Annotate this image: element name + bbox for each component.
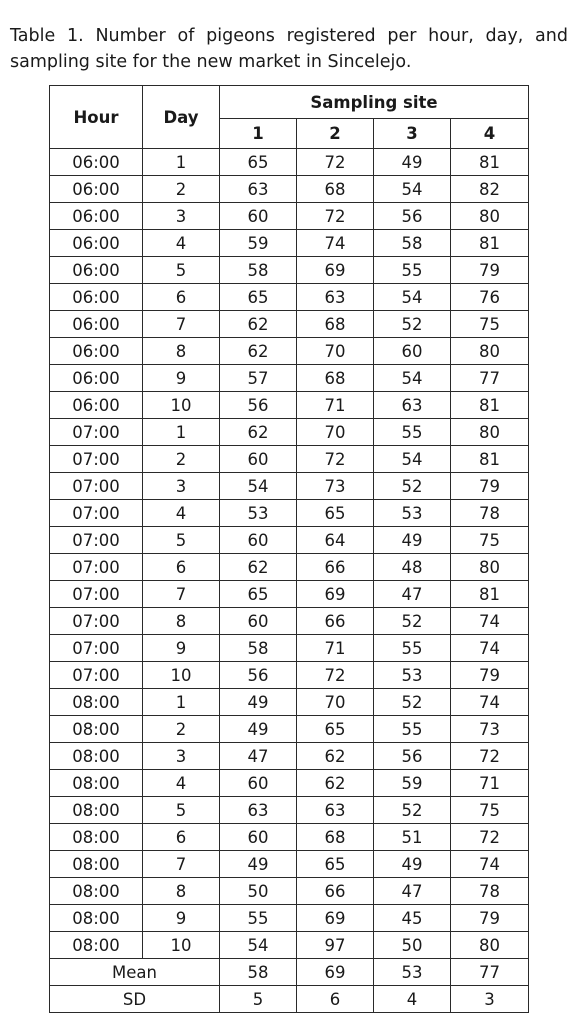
day-cell: 6 [143,824,220,851]
site-3-cell: 51 [374,824,451,851]
pigeon-count-table [49,85,529,1013]
table-row [50,581,529,608]
site-3-cell: 49 [374,149,451,176]
site-4-cell: 80 [451,338,529,365]
site-4-cell: 74 [451,608,529,635]
site-1-cell: 47 [220,743,297,770]
site-4-cell: 79 [451,257,529,284]
site-3-cell: 52 [374,608,451,635]
day-cell: 8 [143,878,220,905]
site-3-cell: 52 [374,473,451,500]
site-1-cell: 63 [220,176,297,203]
day-cell: 3 [143,743,220,770]
site-3-cell: 63 [374,392,451,419]
day-cell: 10 [143,662,220,689]
site-3-cell: 47 [374,878,451,905]
day-cell: 8 [143,338,220,365]
site-1-cell: 50 [220,878,297,905]
day-cell: 4 [143,500,220,527]
hour-cell: 06:00 [50,365,143,392]
site-2-cell: 72 [297,203,374,230]
header-sampling-site: Sampling site [220,86,529,119]
site-2-cell: 63 [297,797,374,824]
header-site-2: 2 [297,119,374,149]
site-1-cell: 62 [220,311,297,338]
table-row [50,608,529,635]
site-2-cell: 65 [297,500,374,527]
site-1-cell: 49 [220,716,297,743]
summary-site-4-cell: 77 [451,959,529,986]
site-4-cell: 78 [451,878,529,905]
header-site-1: 1 [220,119,297,149]
site-1-cell: 57 [220,365,297,392]
site-3-cell: 55 [374,419,451,446]
hour-cell: 08:00 [50,878,143,905]
hour-cell: 07:00 [50,635,143,662]
day-cell: 1 [143,149,220,176]
site-3-cell: 52 [374,689,451,716]
site-4-cell: 73 [451,716,529,743]
site-1-cell: 56 [220,392,297,419]
day-cell: 4 [143,230,220,257]
site-4-cell: 71 [451,770,529,797]
site-3-cell: 55 [374,635,451,662]
summary-site-3-cell: 53 [374,959,451,986]
hour-cell: 06:00 [50,149,143,176]
site-3-cell: 54 [374,365,451,392]
site-2-cell: 69 [297,257,374,284]
site-1-cell: 58 [220,635,297,662]
site-3-cell: 54 [374,176,451,203]
hour-cell: 08:00 [50,905,143,932]
hour-cell: 06:00 [50,284,143,311]
site-1-cell: 54 [220,473,297,500]
hour-cell: 08:00 [50,797,143,824]
header-site-3: 3 [374,119,451,149]
site-2-cell: 73 [297,473,374,500]
site-3-cell: 60 [374,338,451,365]
site-3-cell: 55 [374,257,451,284]
summary-site-4-cell: 3 [451,986,529,1013]
site-3-cell: 53 [374,500,451,527]
site-4-cell: 77 [451,365,529,392]
hour-cell: 08:00 [50,689,143,716]
site-2-cell: 71 [297,392,374,419]
table-row [50,473,529,500]
summary-row [50,986,529,1013]
site-4-cell: 72 [451,824,529,851]
site-3-cell: 56 [374,203,451,230]
site-4-cell: 74 [451,635,529,662]
day-cell: 9 [143,905,220,932]
hour-cell: 08:00 [50,770,143,797]
hour-cell: 08:00 [50,932,143,959]
site-4-cell: 81 [451,149,529,176]
site-4-cell: 74 [451,689,529,716]
table-row [50,932,529,959]
table-row [50,446,529,473]
hour-cell: 07:00 [50,473,143,500]
hour-cell: 08:00 [50,851,143,878]
site-4-cell: 80 [451,554,529,581]
site-2-cell: 70 [297,689,374,716]
site-1-cell: 58 [220,257,297,284]
hour-cell: 08:00 [50,824,143,851]
site-3-cell: 45 [374,905,451,932]
hour-cell: 07:00 [50,581,143,608]
day-cell: 2 [143,716,220,743]
summary-label: SD [50,986,220,1013]
site-2-cell: 72 [297,149,374,176]
table-row [50,824,529,851]
site-2-cell: 68 [297,824,374,851]
site-1-cell: 62 [220,419,297,446]
day-cell: 5 [143,797,220,824]
table-row [50,176,529,203]
hour-cell: 07:00 [50,608,143,635]
site-1-cell: 60 [220,770,297,797]
table-row [50,851,529,878]
day-cell: 7 [143,311,220,338]
site-4-cell: 80 [451,203,529,230]
site-2-cell: 71 [297,635,374,662]
table-row [50,392,529,419]
table-row [50,338,529,365]
day-cell: 10 [143,392,220,419]
site-2-cell: 66 [297,554,374,581]
site-1-cell: 62 [220,338,297,365]
site-1-cell: 60 [220,446,297,473]
site-4-cell: 72 [451,743,529,770]
site-3-cell: 53 [374,662,451,689]
day-cell: 7 [143,851,220,878]
site-3-cell: 47 [374,581,451,608]
site-1-cell: 60 [220,527,297,554]
day-cell: 3 [143,203,220,230]
hour-cell: 07:00 [50,662,143,689]
day-cell: 8 [143,608,220,635]
site-4-cell: 82 [451,176,529,203]
summary-row [50,959,529,986]
site-1-cell: 55 [220,905,297,932]
table-row [50,419,529,446]
day-cell: 5 [143,257,220,284]
day-cell: 5 [143,527,220,554]
site-1-cell: 60 [220,203,297,230]
hour-cell: 06:00 [50,203,143,230]
table-row [50,689,529,716]
table-row [50,905,529,932]
table-row [50,662,529,689]
site-2-cell: 62 [297,770,374,797]
site-2-cell: 63 [297,284,374,311]
table-body [50,149,529,959]
site-3-cell: 59 [374,770,451,797]
site-4-cell: 81 [451,230,529,257]
day-cell: 6 [143,554,220,581]
table-row [50,257,529,284]
table-row [50,500,529,527]
header-hour: Hour [50,86,143,149]
site-1-cell: 54 [220,932,297,959]
site-3-cell: 49 [374,527,451,554]
site-4-cell: 80 [451,419,529,446]
summary-label: Mean [50,959,220,986]
site-1-cell: 62 [220,554,297,581]
day-cell: 6 [143,284,220,311]
table-row [50,554,529,581]
hour-cell: 08:00 [50,743,143,770]
day-cell: 10 [143,932,220,959]
hour-cell: 07:00 [50,419,143,446]
site-1-cell: 60 [220,824,297,851]
site-2-cell: 72 [297,446,374,473]
site-2-cell: 68 [297,311,374,338]
table-summary [50,959,529,1013]
site-4-cell: 74 [451,851,529,878]
header-day: Day [143,86,220,149]
hour-cell: 06:00 [50,230,143,257]
hour-cell: 07:00 [50,527,143,554]
summary-site-1-cell: 58 [220,959,297,986]
day-cell: 2 [143,446,220,473]
table-row [50,743,529,770]
site-2-cell: 64 [297,527,374,554]
header-site-4: 4 [451,119,529,149]
table-row [50,203,529,230]
site-2-cell: 69 [297,581,374,608]
site-2-cell: 69 [297,905,374,932]
site-1-cell: 65 [220,284,297,311]
site-2-cell: 68 [297,176,374,203]
site-3-cell: 55 [374,716,451,743]
site-1-cell: 56 [220,662,297,689]
summary-site-2-cell: 69 [297,959,374,986]
site-2-cell: 62 [297,743,374,770]
site-4-cell: 80 [451,932,529,959]
hour-cell: 06:00 [50,338,143,365]
day-cell: 7 [143,581,220,608]
hour-cell: 08:00 [50,716,143,743]
hour-cell: 06:00 [50,392,143,419]
site-2-cell: 68 [297,365,374,392]
summary-site-3-cell: 4 [374,986,451,1013]
table-row [50,284,529,311]
hour-cell: 07:00 [50,554,143,581]
site-1-cell: 53 [220,500,297,527]
site-4-cell: 81 [451,446,529,473]
day-cell: 1 [143,689,220,716]
hour-cell: 07:00 [50,500,143,527]
site-4-cell: 75 [451,311,529,338]
hour-cell: 06:00 [50,311,143,338]
site-3-cell: 56 [374,743,451,770]
site-4-cell: 81 [451,392,529,419]
site-4-cell: 79 [451,662,529,689]
site-2-cell: 74 [297,230,374,257]
site-1-cell: 59 [220,230,297,257]
day-cell: 2 [143,176,220,203]
site-4-cell: 75 [451,797,529,824]
table-row [50,311,529,338]
site-2-cell: 70 [297,419,374,446]
site-1-cell: 60 [220,608,297,635]
site-4-cell: 81 [451,581,529,608]
site-4-cell: 76 [451,284,529,311]
table-row [50,635,529,662]
summary-site-1-cell: 5 [220,986,297,1013]
hour-cell: 06:00 [50,257,143,284]
site-2-cell: 65 [297,716,374,743]
site-4-cell: 78 [451,500,529,527]
site-3-cell: 54 [374,446,451,473]
site-3-cell: 48 [374,554,451,581]
site-3-cell: 58 [374,230,451,257]
summary-site-2-cell: 6 [297,986,374,1013]
site-2-cell: 97 [297,932,374,959]
site-3-cell: 52 [374,311,451,338]
table-row [50,365,529,392]
table-row [50,797,529,824]
site-3-cell: 54 [374,284,451,311]
site-1-cell: 65 [220,149,297,176]
table-caption: Table 1. Number of pigeons registered per hour, day, and sampling site for the new market in Sincelejo. [10,25,568,72]
day-cell: 9 [143,365,220,392]
site-2-cell: 65 [297,851,374,878]
site-2-cell: 66 [297,608,374,635]
table-row [50,716,529,743]
day-cell: 3 [143,473,220,500]
table-row [50,527,529,554]
site-2-cell: 66 [297,878,374,905]
site-1-cell: 65 [220,581,297,608]
site-3-cell: 49 [374,851,451,878]
site-2-cell: 72 [297,662,374,689]
day-cell: 9 [143,635,220,662]
site-3-cell: 50 [374,932,451,959]
day-cell: 4 [143,770,220,797]
site-4-cell: 79 [451,905,529,932]
site-4-cell: 75 [451,527,529,554]
table-row [50,149,529,176]
site-1-cell: 63 [220,797,297,824]
site-2-cell: 70 [297,338,374,365]
site-1-cell: 49 [220,851,297,878]
site-4-cell: 79 [451,473,529,500]
hour-cell: 07:00 [50,446,143,473]
table-row [50,230,529,257]
site-3-cell: 52 [374,797,451,824]
table-row [50,770,529,797]
hour-cell: 06:00 [50,176,143,203]
site-1-cell: 49 [220,689,297,716]
day-cell: 1 [143,419,220,446]
table-row [50,878,529,905]
